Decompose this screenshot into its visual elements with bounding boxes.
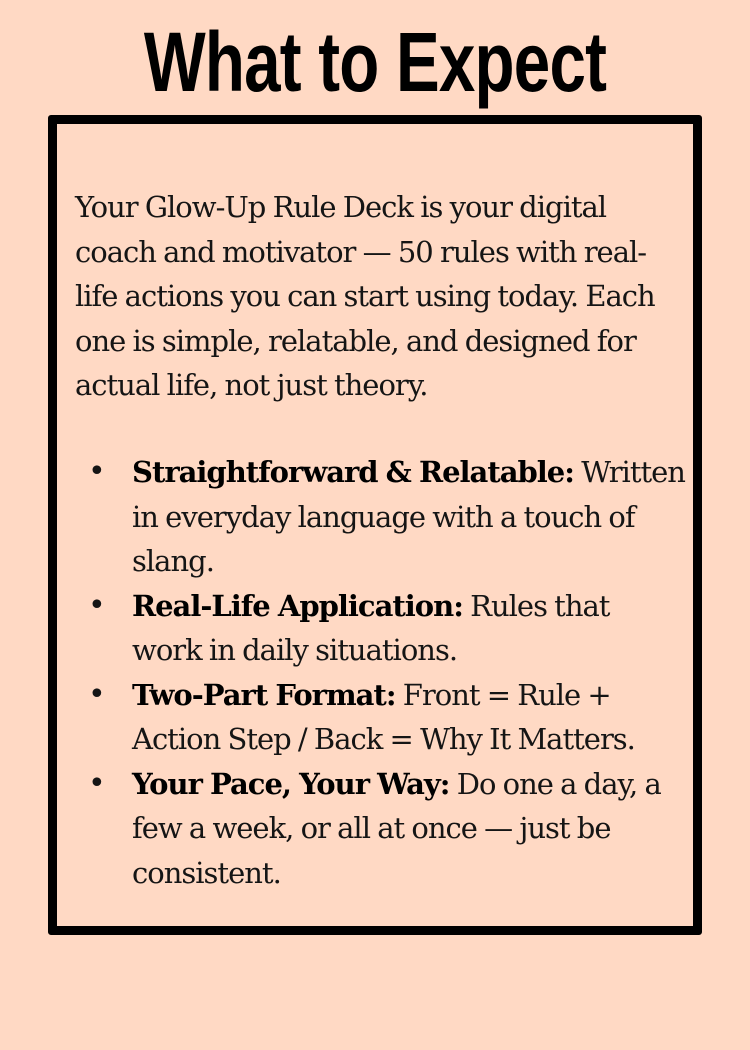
bullet-dot-icon: • — [88, 454, 105, 489]
feature-title: Straightforward & Relatable: — [132, 455, 574, 489]
bullet-dot-icon: • — [88, 676, 105, 712]
feature-item — [75, 762, 685, 896]
feature-title: Two-Part Format: — [132, 677, 396, 712]
feature-item — [75, 673, 685, 762]
feature-list — [75, 450, 685, 895]
feature-item — [75, 584, 685, 673]
feature-text: Do one a day, a few a week, or all at once — just be consistent. — [132, 766, 661, 890]
feature-text: Front = Rule + Action Step / Back = Why It Matters. — [132, 677, 635, 756]
feature-text: Written in everyday language with a touch of slang. — [132, 455, 685, 578]
feature-title: Real-Life Application: — [132, 588, 463, 623]
feature-item — [75, 450, 685, 584]
intro-paragraph: Your Glow-Up Rule Deck is your digital coach and motivator — 50 rules with real-life actions you can start using today. Each one is simple, relatable, and designed for actual life, not just theory. — [75, 190, 655, 402]
feature-title: Your Pace, Your Way: — [132, 766, 450, 801]
page-title: What to Expect — [143, 15, 607, 109]
bullet-dot-icon: • — [88, 765, 105, 801]
feature-text: Rules that work in daily situations. — [132, 588, 610, 667]
bullet-dot-icon: • — [88, 587, 105, 623]
